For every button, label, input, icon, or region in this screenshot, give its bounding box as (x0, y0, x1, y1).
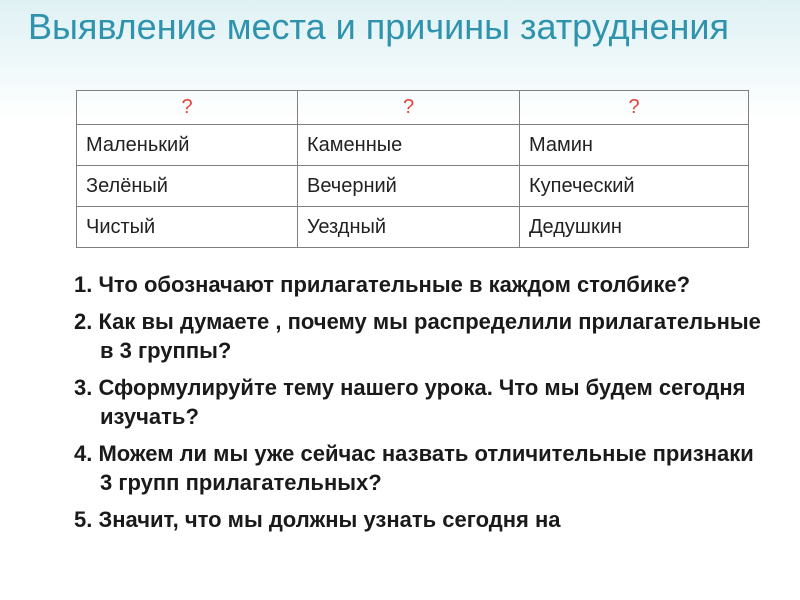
question-item: 2. Как вы думаете , почему мы распределили прилагательные в 3 группы? (74, 309, 761, 363)
adjectives-table (76, 90, 749, 248)
table-cell: Каменные (298, 125, 520, 166)
slide-title: Выявление места и причины затруднения (28, 6, 729, 47)
question-item: 3. Сформулируйте тему нашего урока. Что мы будем сегодня изучать? (74, 375, 746, 429)
table-cell: Купеческий (520, 166, 749, 207)
table-cell: Вечерний (298, 166, 520, 207)
question-item: 1. Что обозначают прилагательные в каждом столбике? (74, 272, 691, 297)
column-header-question-mark: ? (298, 91, 520, 125)
table-cell: Дедушкин (520, 207, 749, 248)
question-item: 4. Можем ли мы уже сейчас назвать отличительные признаки 3 групп прилагательных? (74, 441, 754, 495)
table-row (77, 207, 749, 248)
table-row (77, 166, 749, 207)
table-cell: Зелёный (77, 166, 298, 207)
table-cell: Мамин (520, 125, 749, 166)
column-header-question-mark: ? (520, 91, 749, 125)
column-header-question-mark: ? (77, 91, 298, 125)
table-row (77, 125, 749, 166)
table-cell: Уездный (298, 207, 520, 248)
question-item: 5. Значит, что мы должны узнать сегодня на (74, 507, 561, 532)
questions-list (74, 270, 764, 542)
table-header-row (77, 91, 749, 125)
table-cell: Чистый (77, 207, 298, 248)
table-cell: Маленький (77, 125, 298, 166)
